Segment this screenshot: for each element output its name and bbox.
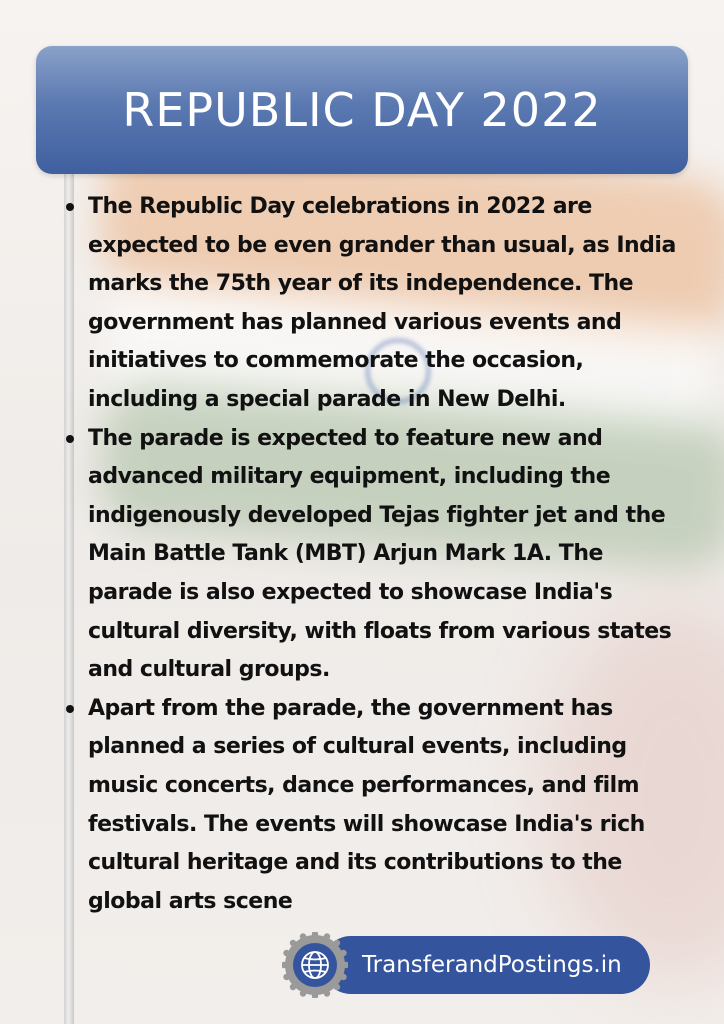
- title-banner: [36, 46, 688, 174]
- bullet-item: [58, 690, 688, 922]
- bullet-dot-icon: [66, 705, 74, 713]
- bullet-item: [58, 188, 688, 420]
- bullet-dot-icon: [66, 435, 74, 443]
- bullet-list: [58, 188, 688, 921]
- page-title: REPUBLIC DAY 2022: [122, 83, 602, 137]
- globe-icon: [282, 932, 348, 998]
- bullet-text: The parade is expected to feature new and advanced military equipment, including the indigenously developed Tejas fighter jet and the Main Battle Tank (MBT) Arjun Mark 1A. The parade is also expected to showcase India's cultural diversity, with floats from various states and cultural groups.: [88, 425, 672, 683]
- site-name-link[interactable]: TransferandPostings.in: [362, 952, 622, 978]
- bullet-item: [58, 420, 688, 690]
- site-link-badge[interactable]: [282, 932, 650, 998]
- bullet-text: Apart from the parade, the government has planned a series of cultural events, including music concerts, dance performances, and film festivals. The events will showcase India's rich cultural heritage and its contributions to the global arts scene: [88, 695, 645, 914]
- bullet-dot-icon: [66, 203, 74, 211]
- bullet-text: The Republic Day celebrations in 2022 are expected to be even grander than usual, as India marks the 75th year of its independence. The government has planned various events and initiatives to commemorate the occasion, including a special parade in New Delhi.: [88, 194, 676, 412]
- article-body: [58, 188, 688, 921]
